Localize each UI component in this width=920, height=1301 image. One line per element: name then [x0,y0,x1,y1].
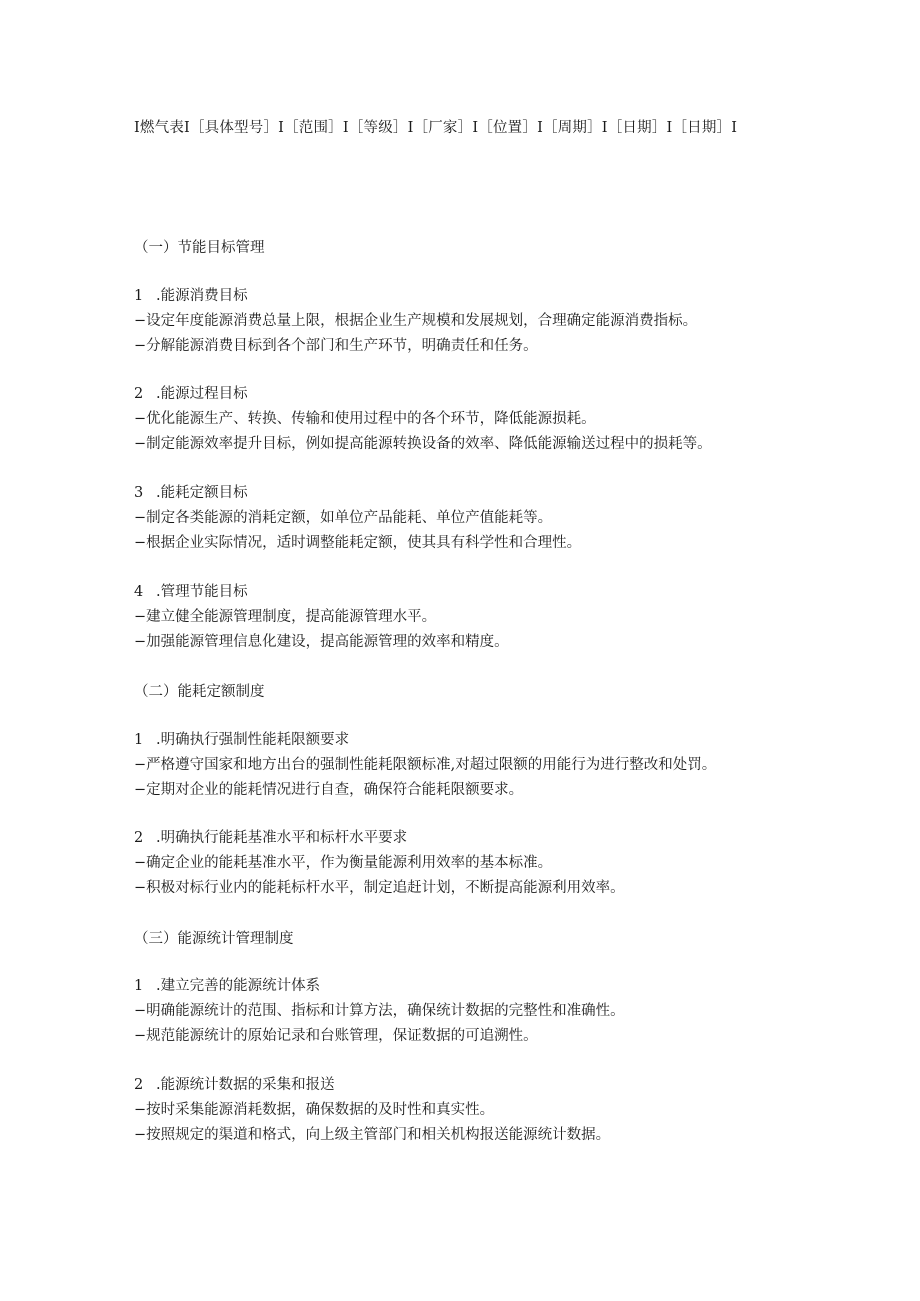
item-line: −严格遵守国家和地方出台的强制性能耗限额标准,对超过限额的用能行为进行整改和处罚。 [134,757,717,773]
item-number: 1 [134,288,144,304]
item-title-text: .能源消费目标 [156,288,248,304]
item-title-text: .能耗定额目标 [156,485,248,501]
section-1-item-3 [134,481,774,556]
item-line: −制定各类能源的消耗定额，如单位产品能耗、单位产值能耗等。 [134,510,553,526]
item-title-text: .能源统计数据的采集和报送 [156,1077,335,1093]
item-line: −制定能源效率提升目标，例如提高能源转换设备的效率、降低能源输送过程中的损耗等。 [134,436,712,452]
section-3-item-2 [134,1073,774,1148]
item-line: −确定企业的能耗基准水平，作为衡量能源利用效率的基本标准。 [134,855,553,871]
section-heading-3: （三）能源统计管理制度 [134,931,294,947]
item-line: −建立健全能源管理制度，提高能源管理水平。 [134,609,437,625]
item-number: 1 [134,732,144,748]
item-line: −明确能源统计的范围、指标和计算方法，确保统计数据的完整性和准确性。 [134,1003,625,1019]
section-1-item-1 [134,284,774,359]
item-line: −规范能源统计的原始记录和台账管理，保证数据的可追溯性。 [134,1028,538,1044]
item-number: 1 [134,978,144,994]
item-line: −按照规定的渠道和格式，向上级主管部门和相关机构报送能源统计数据。 [134,1127,611,1143]
item-number: 4 [134,584,144,600]
item-title [134,284,774,309]
section-3-item-1 [134,974,774,1049]
item-title-text: .明确执行强制性能耗限额要求 [156,732,350,748]
item-line: −按时采集能源消耗数据，确保数据的及时性和真实性。 [134,1102,495,1118]
item-title [134,728,774,753]
item-title [134,481,774,506]
item-number: 2 [134,386,144,402]
item-line: −优化能源生产、转换、传输和使用过程中的各个环节，降低能源损耗。 [134,411,596,427]
section-heading-2: （二）能耗定额制度 [134,684,265,700]
item-title-text: .明确执行能耗基准水平和标杆水平要求 [156,830,408,846]
section-heading-1: （一）节能目标管理 [134,240,265,256]
item-title-text: .建立完善的能源统计体系 [156,978,321,994]
item-title [134,580,774,605]
item-line: −根据企业实际情况，适时调整能耗定额，使其具有科学性和合理性。 [134,535,582,551]
item-number: 2 [134,830,144,846]
item-title-text: .能源过程目标 [156,386,248,402]
item-number: 3 [134,485,144,501]
item-line: −加强能源管理信息化建设，提高能源管理的效率和精度。 [134,634,509,650]
item-title [134,826,774,851]
item-line: −积极对标行业内的能耗标杆水平，制定追赶计划，不断提高能源利用效率。 [134,880,625,896]
item-title [134,382,774,407]
item-line: −定期对企业的能耗情况进行自查，确保符合能耗限额要求。 [134,782,524,798]
item-number: 2 [134,1077,144,1093]
item-title [134,1073,774,1098]
section-1-item-4 [134,580,774,655]
item-line: −分解能源消费目标到各个部门和生产环节，明确责任和任务。 [134,338,538,354]
meter-header-row: I燃气表I［具体型号］I［范围］I［等级］I［厂家］I［位置］I［周期］I［日期］I［日期］I [134,120,738,136]
item-title-text: .管理节能目标 [156,584,248,600]
item-title [134,974,774,999]
item-line: −设定年度能源消费总量上限，根据企业生产规模和发展规划，合理确定能源消费指标。 [134,313,698,329]
section-2-item-1 [134,728,774,803]
section-1-item-2 [134,382,774,457]
section-2-item-2 [134,826,774,901]
